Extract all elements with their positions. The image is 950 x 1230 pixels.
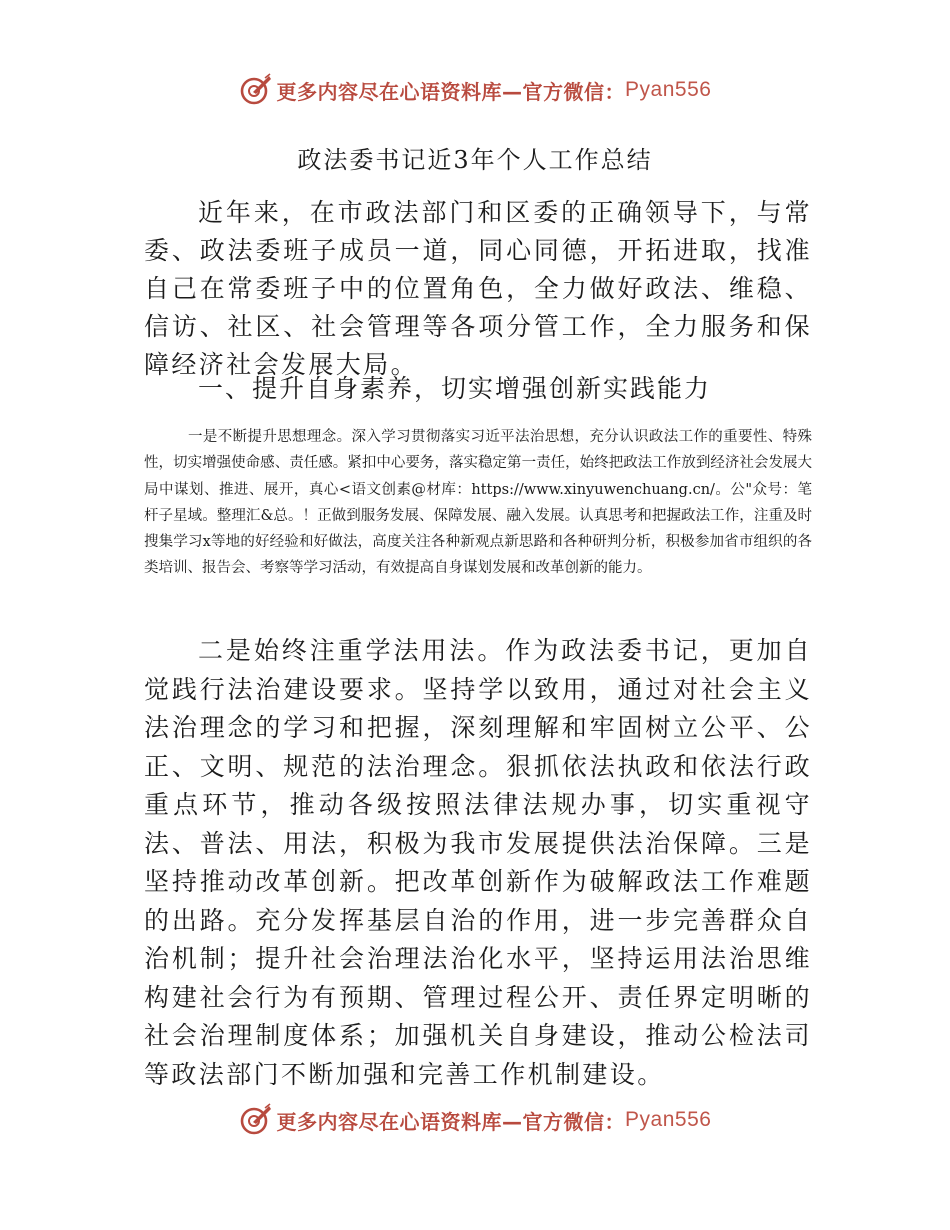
body-paragraph: 二是始终注重学法用法。作为政法委书记，更加自觉践行法治建设要求。坚持学以致用，通过对社会主义法治理念的学习和把握，深刻理解和牢固树立公平、公正、文明、规范的法治理念。狠抓依法执政和依法行政重点环节，推动各级按照法律法规办事，切实重视守法、普法、用法，积极为我市发展提供法治保障。三是坚持推动改革创新。把改革创新作为破解政法工作难题的出路。充分发挥基层自治的作用，进一步完善群众自治机制；提升社会治理法治化水平，坚持运用法治思维构建社会行为有预期、管理过程公开、责任界定明晰的社会治理制度体系；加强机关自身建设，推动公检法司等政法部门不断加强和完善工作机制建设。 xyxy=(144,636,812,1089)
intro-paragraph: 近年来，在市政法部门和区委的正确领导下，与常委、政法委班子成员一道，同心同德，开拓进取，找准自己在常委班子中的位置角色，全力做好政法、维稳、信访、社区、社会管理等各项分管工作，全力服务和保障经济社会发展大局。 xyxy=(144,198,812,379)
watermark-wechat-id: Pyan556 xyxy=(625,78,712,101)
watermark-wechat-id: Pyan556 xyxy=(625,1108,712,1131)
document-title: 政法委书记近3年个人工作总结 xyxy=(297,146,653,174)
header-watermark xyxy=(0,68,950,112)
section-heading-1: 一、提升自身素养，切实增强创新实践能力 xyxy=(198,374,712,403)
quill-logo-icon xyxy=(239,73,273,107)
watermark-text: 更多内容尽在心语资料库—官方微信： xyxy=(276,79,626,104)
small-paragraph: 一是不断提升思想理念。深入学习贯彻落实习近平法治思想，充分认识政法工作的重要性、特殊性，切实增强使命感、责任感。紧扣中心要务，落实稳定第一责任，始终把政法工作放到经济社会发展大局中谋划、推进、展开，真心<语文创素@材库：https://www.xinyuwenchuang.cn/。公"众号：笔杆子星域。整理汇&总。！正做到服务发展、保障发展、融入发展。认真思考和把握政法工作，注重及时搜集学习x等地的好经验和好做法，高度关注各种新观点新思路和各种研判分析，积极参加省市组织的各类培训、报告会、考察等学习活动，有效提高自身谋划发展和改革创新的能力。 xyxy=(144,429,812,577)
watermark-text: 更多内容尽在心语资料库—官方微信： xyxy=(276,1109,626,1134)
footer-watermark xyxy=(0,1098,950,1142)
quill-logo-icon xyxy=(239,1103,273,1137)
